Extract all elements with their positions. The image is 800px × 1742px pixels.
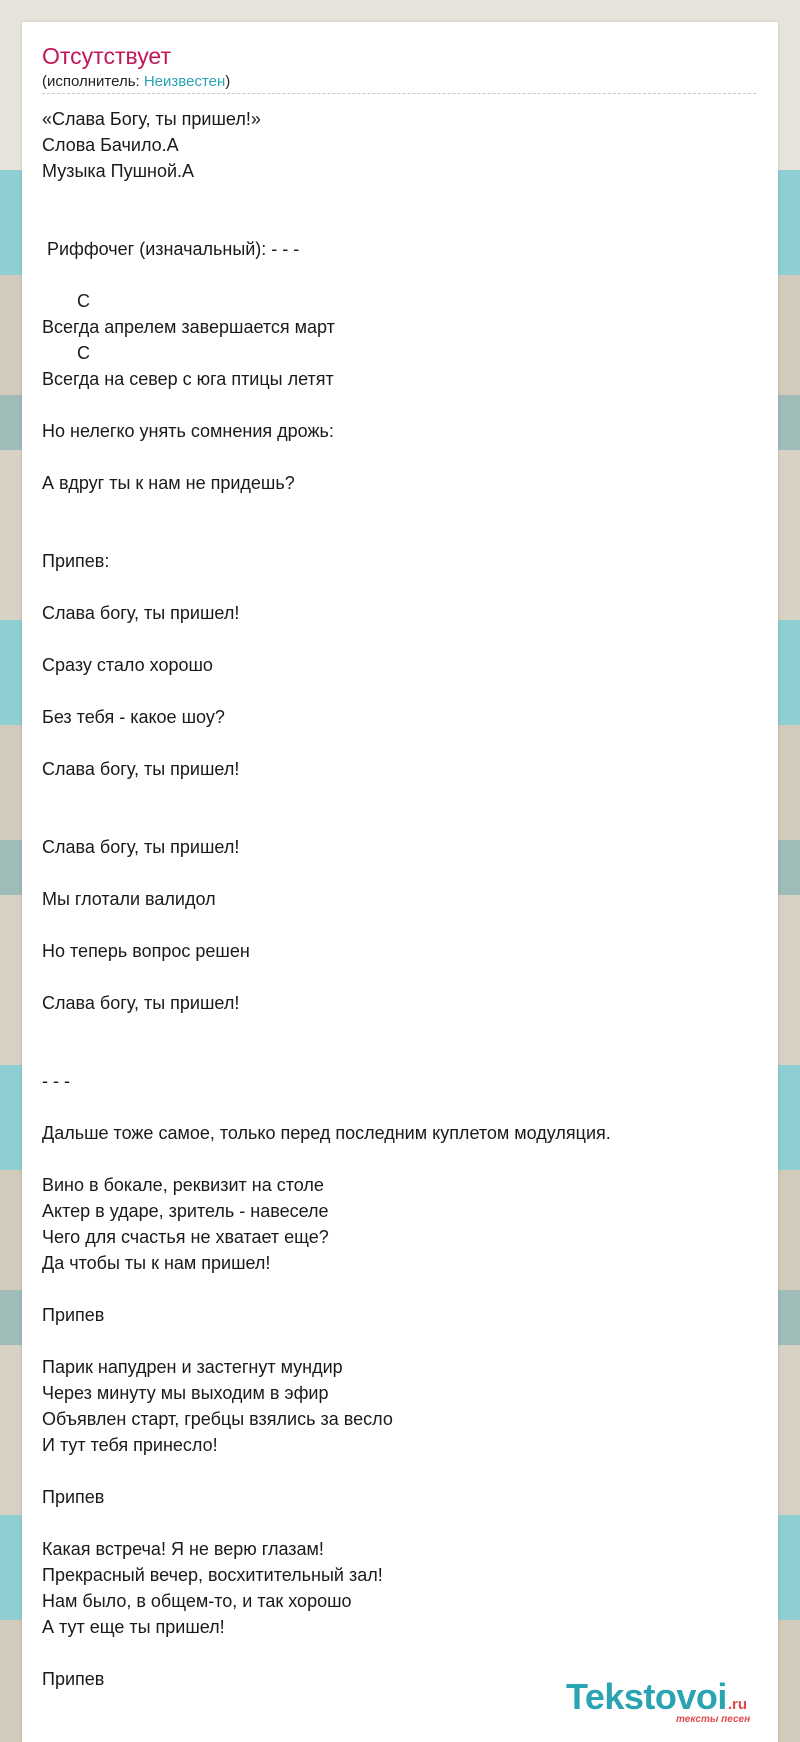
lyric-line: А тут еще ты пришел! bbox=[42, 1617, 225, 1637]
site-logo[interactable] bbox=[566, 1676, 751, 1725]
lyrics-text bbox=[42, 106, 762, 1692]
lyric-line bbox=[42, 1094, 762, 1120]
lyric-line: Сразу стало хорошо bbox=[42, 655, 213, 675]
lyric-line: Но теперь вопрос решен bbox=[42, 941, 250, 961]
artist-line bbox=[42, 72, 230, 92]
lyric-line: Музыка Пушной.А bbox=[42, 161, 195, 181]
lyric-line: Припев bbox=[42, 1487, 105, 1507]
lyric-line bbox=[42, 184, 762, 210]
lyric-line: Риффочег (изначальный): - - - bbox=[42, 239, 300, 259]
lyric-line: C bbox=[42, 343, 91, 363]
lyric-line: Какая встреча! Я не верю глазам! bbox=[42, 1539, 324, 1559]
lyric-line: Слава богу, ты пришел! bbox=[42, 837, 240, 857]
lyric-line bbox=[42, 912, 762, 938]
lyric-line bbox=[42, 522, 762, 548]
lyric-line: Прекрасный вечер, восхитительный зал! bbox=[42, 1565, 383, 1585]
lyric-line bbox=[42, 782, 762, 808]
lyric-line: Чего для счастья не хватает еще? bbox=[42, 1227, 329, 1247]
lyric-line: C bbox=[42, 291, 91, 311]
lyric-line: Всегда апрелем завершается март bbox=[42, 317, 335, 337]
lyric-line: Актер в ударе, зритель - навеселе bbox=[42, 1201, 329, 1221]
lyric-line bbox=[42, 1640, 762, 1666]
lyric-line bbox=[42, 964, 762, 990]
lyric-line: Припев bbox=[42, 1669, 105, 1689]
lyric-line: Слова Бачило.А bbox=[42, 135, 179, 155]
artist-link[interactable]: Неизвестен bbox=[143, 73, 226, 90]
lyric-line: Через минуту мы выходим в эфир bbox=[42, 1383, 329, 1403]
logo-tld: .ru bbox=[727, 1696, 748, 1713]
lyric-line bbox=[42, 210, 762, 236]
lyric-line: Дальше тоже самое, только перед последним куплетом модуляция. bbox=[42, 1123, 611, 1143]
lyric-line bbox=[42, 444, 762, 470]
header-divider bbox=[42, 93, 756, 94]
lyric-line bbox=[42, 574, 762, 600]
lyric-line bbox=[42, 1276, 762, 1302]
song-title: Отсутствует bbox=[42, 43, 171, 69]
lyric-line bbox=[42, 1510, 762, 1536]
lyric-line: Без тебя - какое шоу? bbox=[42, 707, 225, 727]
lyric-line: Вино в бокале, реквизит на столе bbox=[42, 1175, 324, 1195]
lyric-line: Припев: bbox=[42, 551, 110, 571]
lyric-line: - - - bbox=[42, 1071, 70, 1091]
lyric-line: Слава богу, ты пришел! bbox=[42, 603, 240, 623]
lyric-line: Мы глотали валидол bbox=[42, 889, 216, 909]
lyric-line bbox=[42, 1016, 762, 1042]
lyric-line: Всегда на север с юга птицы летят bbox=[42, 369, 334, 389]
logo-tagline: тексты песен bbox=[676, 1714, 751, 1725]
lyric-line bbox=[42, 496, 762, 522]
lyric-line: Но нелегко унять сомнения дрожь: bbox=[42, 421, 334, 441]
lyric-line: А вдруг ты к нам не придешь? bbox=[42, 473, 295, 493]
lyric-line: Объявлен старт, гребцы взялись за весло bbox=[42, 1409, 393, 1429]
lyric-line: Слава богу, ты пришел! bbox=[42, 759, 240, 779]
lyric-line: Да чтобы ты к нам пришел! bbox=[42, 1253, 271, 1273]
lyric-line bbox=[42, 678, 762, 704]
artist-prefix: (исполнитель: bbox=[42, 73, 144, 90]
lyric-line bbox=[42, 1328, 762, 1354]
lyric-line: Припев bbox=[42, 1305, 105, 1325]
lyric-line: Нам было, в общем-то, и так хорошо bbox=[42, 1591, 352, 1611]
lyric-line: Парик напудрен и застегнут мундир bbox=[42, 1357, 343, 1377]
lyric-line bbox=[42, 1146, 762, 1172]
lyric-line bbox=[42, 1042, 762, 1068]
lyric-line bbox=[42, 730, 762, 756]
artist-suffix: ) bbox=[225, 73, 231, 90]
lyric-line bbox=[42, 1458, 762, 1484]
lyric-line: «Слава Богу, ты пришел!» bbox=[42, 109, 261, 129]
logo-wordmark: Tekstovoi bbox=[566, 1676, 727, 1717]
lyric-line bbox=[42, 860, 762, 886]
lyric-line bbox=[42, 392, 762, 418]
lyric-line: И тут тебя принесло! bbox=[42, 1435, 218, 1455]
lyric-line: Слава богу, ты пришел! bbox=[42, 993, 240, 1013]
lyric-line bbox=[42, 626, 762, 652]
lyric-line bbox=[42, 808, 762, 834]
lyric-line bbox=[42, 262, 762, 288]
